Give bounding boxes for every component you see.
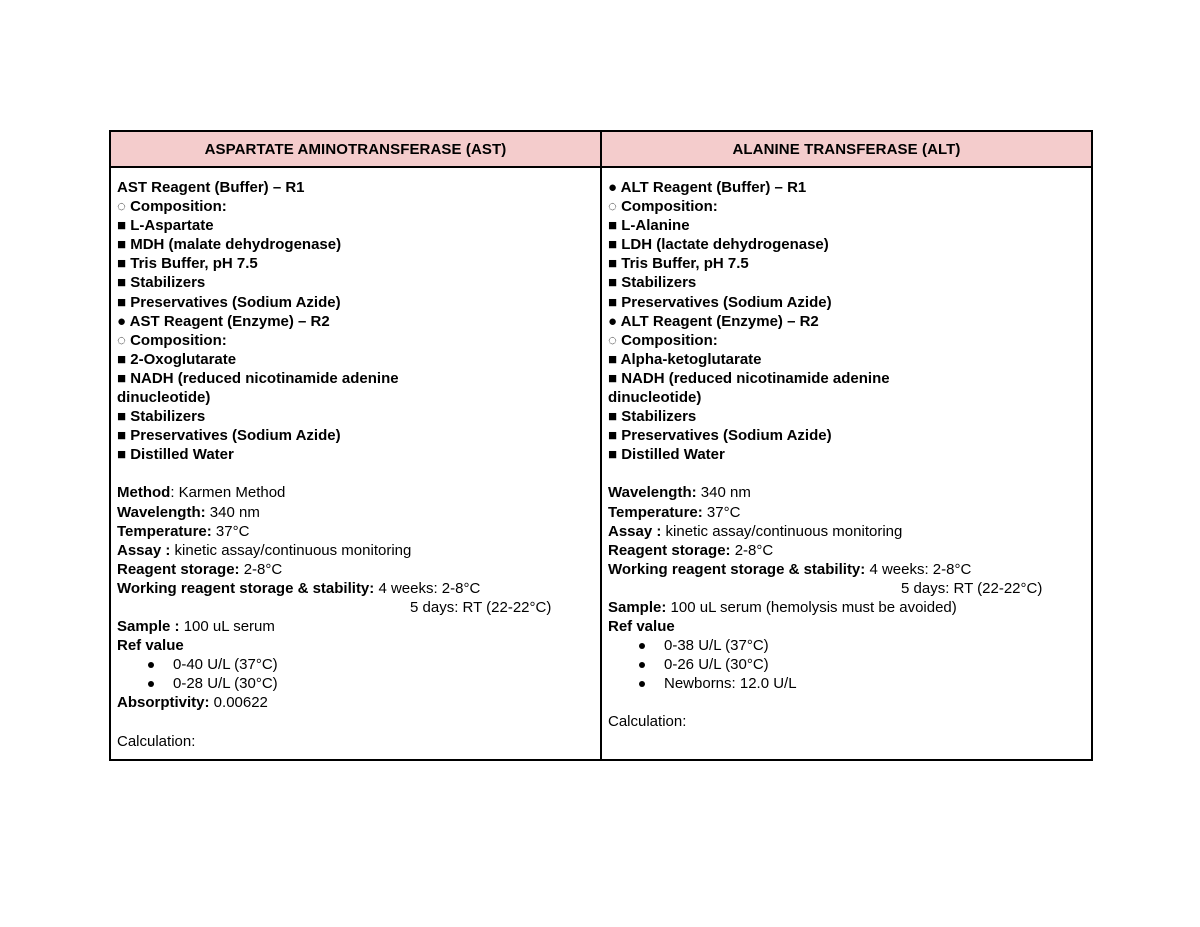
ast-ref-item	[117, 674, 594, 693]
ast-method	[117, 483, 594, 502]
alt-storage-label: Reagent storage:	[608, 541, 731, 559]
alt-reagent-line: ■ LDH (lactate dehydrogenase)	[608, 236, 829, 254]
alt-assay-value: kinetic assay/continuous monitoring	[661, 522, 903, 540]
alt-ref-value: Newborns: 12.0 U/L	[664, 675, 797, 693]
ast-ref-item	[117, 655, 594, 674]
alt-ref-value: 0-38 U/L (37°C)	[664, 637, 769, 655]
ast-method-label: Method	[117, 484, 171, 502]
alt-wavelength	[608, 483, 1085, 502]
ast-working-value-2: 5 days: RT (22-22°C)	[410, 598, 552, 616]
ast-calculation: Calculation:	[117, 732, 196, 750]
ast-reagent-line: ■ Tris Buffer, pH 7.5	[117, 255, 258, 273]
ast-reagent-line: ■ MDH (malate dehydrogenase)	[117, 236, 342, 254]
bullet-icon	[639, 681, 645, 687]
alt-reagent-line: ■ Tris Buffer, pH 7.5	[608, 255, 749, 273]
alt-working	[608, 560, 1085, 579]
alt-wavelength-label: Wavelength:	[608, 484, 697, 502]
ast-wavelength-value: 340 nm	[205, 503, 260, 521]
ast-assay	[117, 541, 594, 560]
ast-storage-label: Reagent storage:	[117, 560, 240, 578]
spacer	[117, 464, 594, 483]
spacer	[608, 464, 1085, 483]
alt-calculation: Calculation:	[608, 713, 687, 731]
ast-reagent-line: ■ 2-Oxoglutarate	[117, 350, 237, 368]
ast-working	[117, 579, 594, 598]
ast-sample-value: 100 uL serum	[179, 618, 275, 636]
alt-cell	[602, 168, 1091, 759]
ast-reagent-line: ■ Distilled Water	[117, 446, 234, 464]
ast-reagent-line: ◌ Composition:	[117, 198, 227, 216]
alt-storage-value: 2-8°C	[730, 541, 774, 559]
alt-reagent-line: ■ Stabilizers	[608, 274, 697, 292]
alt-reagent-line: ■ NADH (reduced nicotinamide adenine	[608, 369, 890, 387]
ast-reagent-line: ◌ Composition:	[117, 331, 227, 349]
alt-sample	[608, 598, 1085, 617]
ast-reagent-line: ■ NADH (reduced nicotinamide adenine	[117, 369, 399, 387]
alt-header-text: ALANINE TRANSFERASE (ALT)	[732, 140, 961, 158]
alt-assay	[608, 522, 1085, 541]
ast-reagent-line: ■ Stabilizers	[117, 274, 206, 292]
ast-temperature-value: 37°C	[211, 522, 250, 540]
ast-reagent-line: ■ L-Aspartate	[117, 217, 214, 235]
bullet-icon	[148, 662, 154, 668]
alt-reagent-line: dinucleotide)	[608, 389, 702, 407]
alt-ref-value: 0-26 U/L (30°C)	[664, 656, 769, 674]
alt-working-label: Working reagent storage & stability:	[608, 560, 866, 578]
ast-reagent-line: AST Reagent (Buffer) – R1	[117, 179, 305, 196]
alt-temperature-label: Temperature:	[608, 503, 703, 521]
alt-sample-label: Sample:	[608, 598, 667, 616]
ast-ref-value: 0-28 U/L (30°C)	[173, 675, 278, 693]
ast-absorptivity-value: 0.00622	[209, 694, 268, 712]
ast-assay-value: kinetic assay/continuous monitoring	[170, 541, 412, 559]
spacer	[117, 713, 594, 732]
alt-ref-item	[608, 674, 1085, 693]
ast-header-text: ASPARTATE AMINOTRANSFERASE (AST)	[204, 140, 507, 158]
ast-ref-value: 0-40 U/L (37°C)	[173, 656, 278, 674]
ast-working-label: Working reagent storage & stability:	[117, 579, 375, 597]
alt-reagent-line: ◌ Composition:	[608, 331, 718, 349]
ast-absorptivity	[117, 693, 594, 712]
alt-storage	[608, 541, 1085, 560]
alt-reagent-line: ■ Distilled Water	[608, 446, 725, 464]
alt-ref-item	[608, 655, 1085, 674]
ast-ref-label: Ref value	[117, 637, 184, 655]
alt-reagent-line: ■ Preservatives (Sodium Azide)	[608, 427, 832, 445]
alt-working-value-2: 5 days: RT (22-22°C)	[901, 579, 1043, 597]
ast-wavelength	[117, 503, 594, 522]
alt-reagent-line: ● ALT Reagent (Buffer) – R1	[608, 179, 807, 196]
ast-sample	[117, 617, 594, 636]
ast-assay-label: Assay :	[117, 541, 171, 559]
bullet-icon	[148, 681, 154, 687]
ast-method-value: : Karmen Method	[170, 484, 286, 502]
ast-reagent-line: ■ Preservatives (Sodium Azide)	[117, 427, 341, 445]
alt-reagent-line: ◌ Composition:	[608, 198, 718, 216]
ast-header	[111, 132, 602, 168]
alt-wavelength-value: 340 nm	[696, 484, 751, 502]
alt-reagent-line: ■ Alpha-ketoglutarate	[608, 350, 762, 368]
ast-reagent-line: ● AST Reagent (Enzyme) – R2	[117, 312, 330, 330]
alt-temperature	[608, 503, 1085, 522]
alt-temperature-value: 37°C	[702, 503, 741, 521]
ast-storage-value: 2-8°C	[239, 560, 283, 578]
alt-working-value-1: 4 weeks: 2-8°C	[865, 560, 972, 578]
ast-wavelength-label: Wavelength:	[117, 503, 206, 521]
alt-header	[602, 132, 1091, 168]
bullet-icon	[639, 643, 645, 649]
spacer	[608, 693, 1085, 712]
ast-reagent-line: ■ Preservatives (Sodium Azide)	[117, 293, 341, 311]
ast-reagent-line: dinucleotide)	[117, 389, 211, 407]
alt-assay-label: Assay :	[608, 522, 662, 540]
ast-cell	[111, 168, 602, 759]
alt-ref-label: Ref value	[608, 618, 675, 636]
alt-sample-value: 100 uL serum (hemolysis must be avoided)	[666, 598, 957, 616]
ast-absorptivity-label: Absorptivity:	[117, 694, 210, 712]
alt-ref-item	[608, 636, 1085, 655]
alt-reagent-line: ● ALT Reagent (Enzyme) – R2	[608, 312, 819, 330]
comparison-table	[109, 130, 1093, 761]
ast-temperature	[117, 522, 594, 541]
alt-reagent-line: ■ L-Alanine	[608, 217, 690, 235]
ast-temperature-label: Temperature:	[117, 522, 212, 540]
ast-reagent-line: ■ Stabilizers	[117, 408, 206, 426]
ast-working-value-1: 4 weeks: 2-8°C	[374, 579, 481, 597]
ast-sample-label: Sample :	[117, 618, 180, 636]
bullet-icon	[639, 662, 645, 668]
ast-storage	[117, 560, 594, 579]
alt-reagent-line: ■ Preservatives (Sodium Azide)	[608, 293, 832, 311]
alt-reagent-line: ■ Stabilizers	[608, 408, 697, 426]
